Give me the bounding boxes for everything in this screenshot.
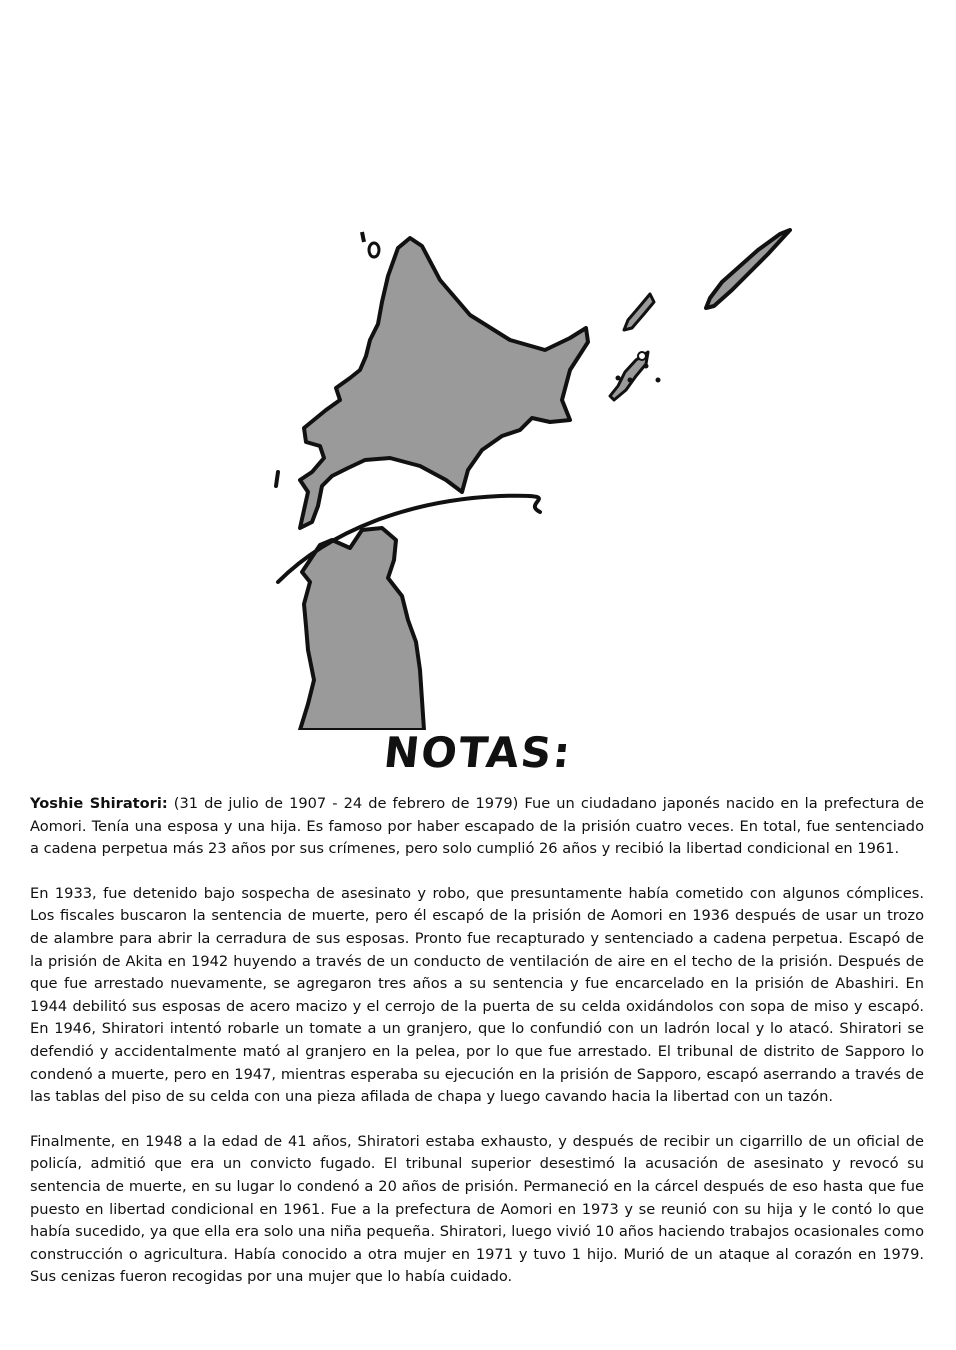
notes-paragraph: En 1933, fue detenido bajo sospecha de asesinato y robo, que presuntamente había cometido con algunos cómplices. Los fiscales buscaron la sentencia de muerte, pero él escapó de la prisión de Aomori en 1936 después de usar un trozo de alambre para abrir la cerradura de sus esposas. Pronto fue recapturado y sentenciado a cadena perpetua. Escapó de la prisión de Akita en 1942 huyendo a través de un conducto de ventilación de aire en el techo de la prisión. Después de que fue arrestado nuevamente, se agregaron tres años a su sentencia y fue encarcelado en la prisión de Abashiri. En 1944 debilitó sus esposas de acero macizo y el cerrojo de la puerta de su celda oxidándolos con sopa de miso y escapó. En 1946, Shiratori intentó robarle un tomate a un granjero, que lo confundió con un ladrón local y lo atacó. Shiratori se defendió y accidentalmente mató al granjero en la pelea, por lo que fue arrestado. El tribunal de distrito de Sapporo lo condenó a muerte, pero en 1947, mientras esperaba su ejecución en la prisión de Sapporo, escapó aserrando a través de las tablas del piso de su celda con una pieza afilada de chapa y luego cavando hacia la libertad con un tazón. bbox=[30, 884, 924, 1106]
rebun-island bbox=[362, 232, 364, 242]
habomai-islet bbox=[644, 364, 649, 369]
habomai-islet bbox=[656, 378, 661, 383]
notes-body bbox=[30, 793, 924, 1311]
japan-map-illustration bbox=[270, 210, 800, 730]
honshu-island bbox=[300, 528, 424, 730]
kuril-islands-north bbox=[706, 230, 790, 308]
hokkaido-island bbox=[300, 238, 588, 528]
habomai-islet bbox=[616, 376, 621, 381]
notes-paragraph bbox=[30, 793, 924, 861]
okushiri-island bbox=[276, 472, 278, 486]
habomai-islet bbox=[628, 378, 633, 383]
kuril-islet bbox=[638, 352, 646, 360]
rishiri-island bbox=[369, 243, 379, 257]
person-name: Yoshie Shiratori: bbox=[30, 795, 168, 812]
page-title: NOTAS: bbox=[381, 728, 575, 777]
kuril-islands-middle bbox=[624, 294, 654, 330]
notes-paragraph: Finalmente, en 1948 a la edad de 41 años, Shiratori estaba exhausto, y después de recibir un cigarrillo de un oficial de policía, admitió que era un convicto fugado. El tribunal superior desestimó la acusación de asesinato y revocó su sentencia de muerte, en su lugar lo condenó a 20 años de prisión. Permaneció en la cárcel después de eso hasta que fue puesto en libertad condicional en 1961. Fue a la prefectura de Aomori en 1973 y se reunió con su hija y le contó lo que había sucedido, ya que ella era solo una niña pequeña. Shiratori, luego vivió 10 años haciendo trabajos ocasionales como construcción o agricultura. Había conocido a otra mujer en 1971 y tuvo 1 hijo. Murió de un ataque al corazón en 1979. Sus cenizas fueron recogidas por una mujer que lo había cuidado. bbox=[30, 1132, 924, 1286]
paragraph-text: (31 de julio de 1907 - 24 de febrero de 1979) Fue un ciudadano japonés nacido en la prefectura de Aomori. Tenía una esposa y una hija. Es famoso por haber escapado de la prisión cuatro veces. En total, fue sentenciado a cadena perpetua más 23 años por sus crímenes, pero solo cumplió 26 años y recibió la libertad condicional en 1961. bbox=[30, 795, 924, 858]
